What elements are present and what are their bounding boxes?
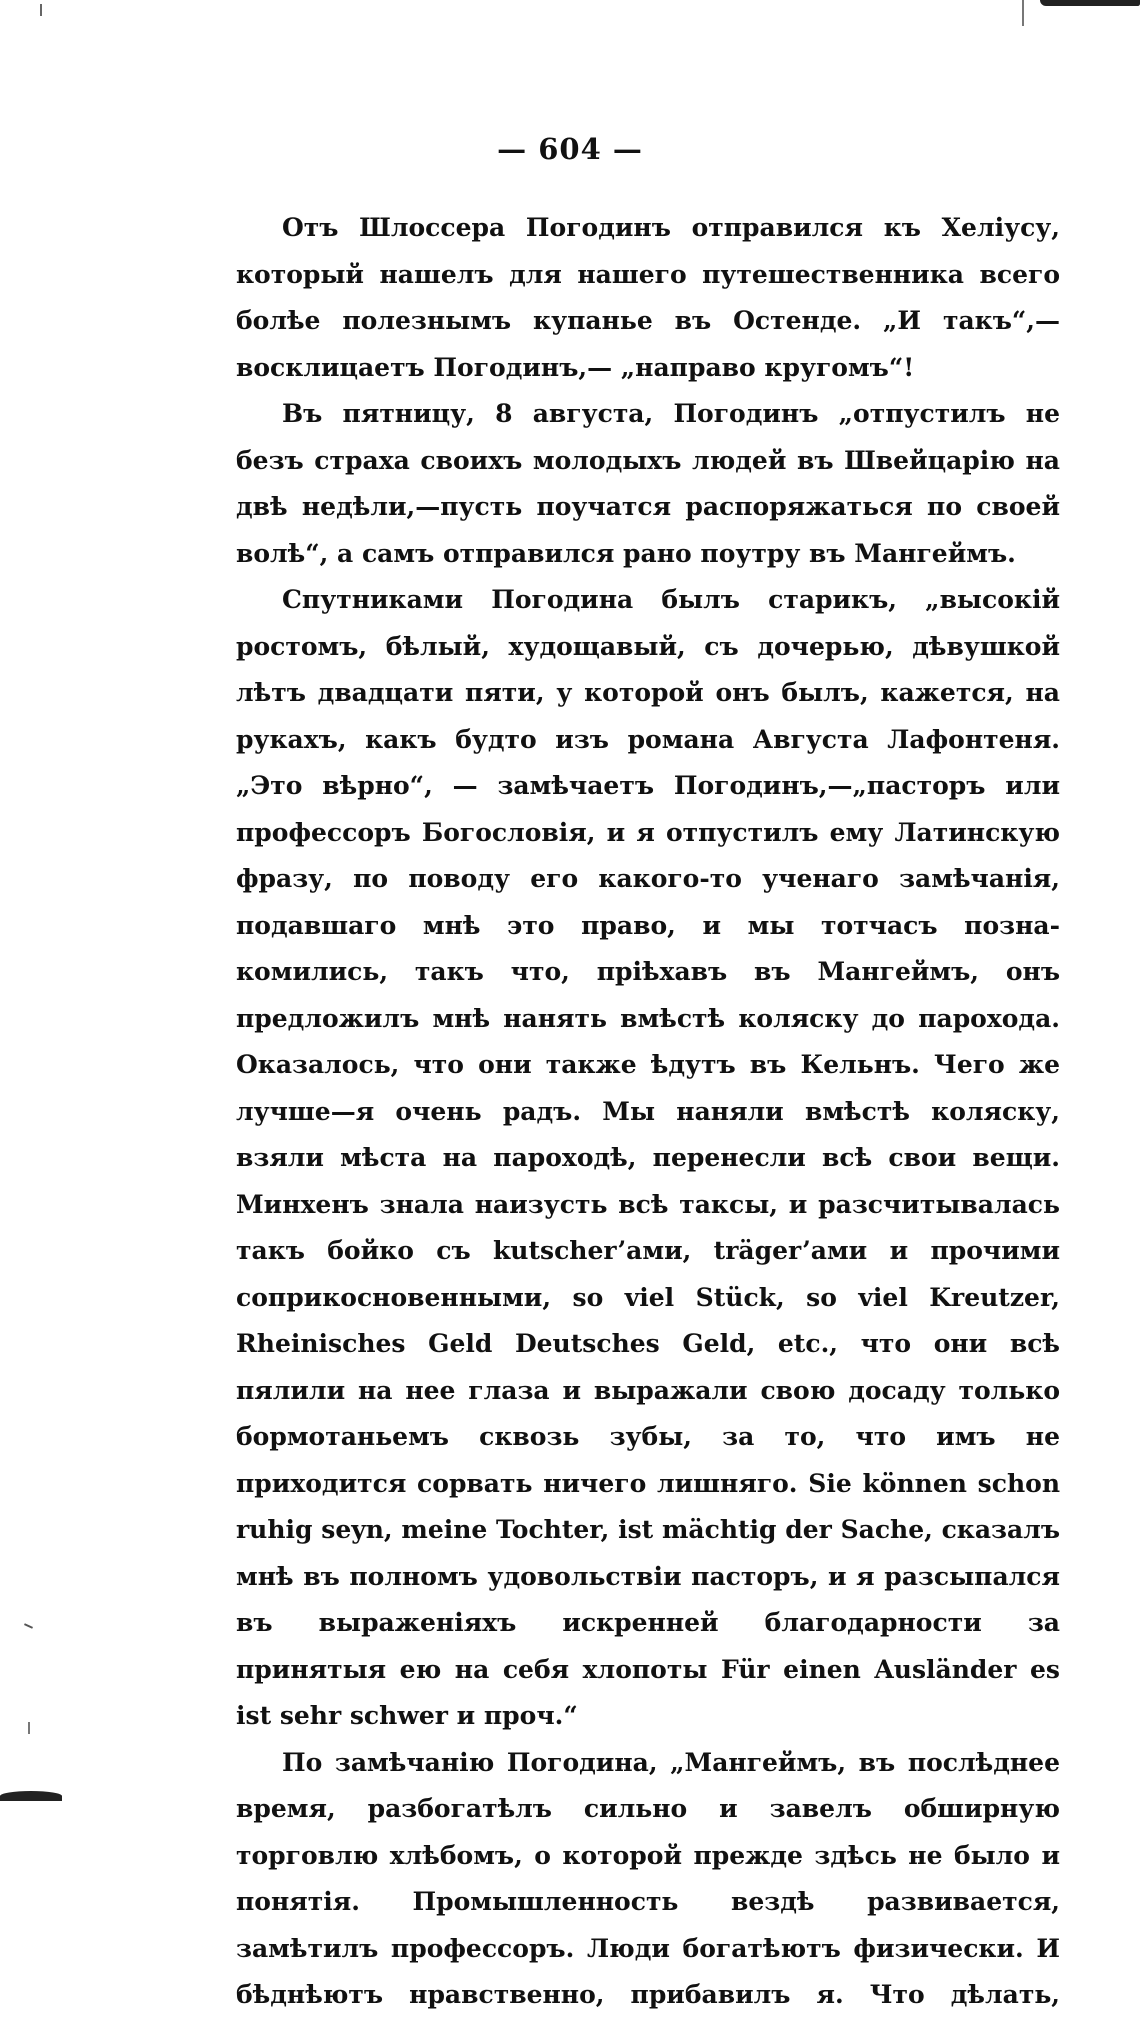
scan-rule-mark bbox=[1022, 0, 1024, 26]
paragraph: Въ пятницу, 8 августа, Погодинъ „отпустилъ не безъ страха своихъ молодыхъ людей въ Швейцарію на двѣ недѣли,—пусть поучатся распоряжаться по своей волѣ“, а самъ отправился рано поутру въ Мангеймъ. bbox=[236, 399, 1060, 568]
paragraph: Спутниками Погодина былъ старикъ, „высокій ростомъ, бѣлый, худощавый, съ дочерью, дѣвушкой лѣтъ двадцати пяти, у которой онъ былъ, кажется, на рукахъ, какъ будто изъ романа Августа Лафонтеня. „Это вѣрно“, — замѣчаетъ Погодинъ,—„пасторъ или профессоръ Богословія, и я отпустилъ ему Латинскую фразу, по поводу его какого-то ученаго замѣчанія, подавшаго мнѣ это право, и мы тотчасъ познакомились, такъ что, пріѣхавъ въ Мангеймъ, онъ предложилъ мнѣ нанять вмѣстѣ коляску до парохода. Оказалось, что они также ѣдутъ въ Кельнъ. Чего же лучше—я очень радъ. Мы наняли вмѣстѣ коляску, взяли мѣста на пароходѣ, перенесли всѣ свои вещи. Минхенъ знала наизусть всѣ таксы, и разсчитывалась такъ бойко съ kutscher’ами, träger’ами и прочими соприкосновенными, so viel Stück, so viel Kreutzer, Rheinisches Geld Deutsches Geld, etc., что они всѣ пялили на нее глаза и выражали свою досаду только бормотаньемъ сквозь зубы, за то, что имъ не приходится сорвать ничего лишняго. Sie können schon ruhig seyn, meine Tochter, ist mächtig der Sache, сказалъ мнѣ въ полномъ удовольствіи пасторъ, и я разсыпался въ выраженіяхъ искренней благодарности за принятыя ею на себя хлопоты Für einen Ausländer es ist sehr schwer и проч.“ bbox=[236, 585, 1060, 1730]
page-number: — 604 — bbox=[497, 132, 643, 166]
body-text bbox=[236, 205, 1060, 2019]
scan-tick-mark bbox=[24, 1623, 33, 1629]
scan-corner-mark bbox=[0, 1791, 62, 1801]
scan-tick-mark bbox=[28, 1722, 30, 1734]
scan-edge-mark bbox=[1040, 0, 1140, 6]
scan-dot-mark bbox=[40, 4, 42, 16]
paragraph: Отъ Шлоссера Погодинъ отправился къ Хеліусу, который нашелъ для нашего путешественника всего болѣе полезнымъ купанье въ Остенде. „И такъ“,—восклицаетъ Погодинъ,— „направо кругомъ“! bbox=[236, 213, 1060, 382]
paragraph: По замѣчанію Погодина, „Мангеймъ, въ послѣднее время, разбогатѣлъ сильно и завелъ обширную торговлю хлѣбомъ, о которой прежде здѣсь не было и понятія. Промышленность вездѣ развивается, замѣтилъ профессоръ. Люди богатѣютъ физически. И бѣднѣютъ нравственно, прибавилъ я. Что дѣлать, bbox=[236, 1747, 1060, 2009]
